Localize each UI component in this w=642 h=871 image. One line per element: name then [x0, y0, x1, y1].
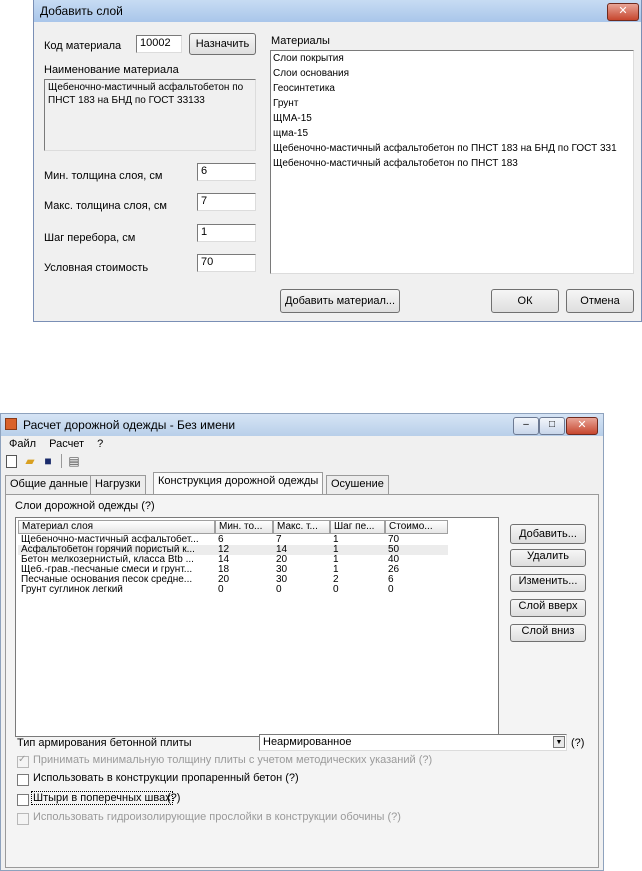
- window-title-bar: [1, 414, 603, 436]
- toolbar-divider: [61, 454, 62, 468]
- cell-min: 14: [218, 555, 230, 565]
- maximize-button[interactable]: □: [539, 417, 565, 435]
- dowels-checkbox[interactable]: [17, 794, 29, 806]
- menu-help[interactable]: ?: [97, 438, 104, 450]
- cell-material: Щебеночно-мастичный асфальтобет...: [21, 535, 199, 545]
- dialog-title: Добавить слой: [40, 4, 123, 18]
- waterproofing-checkbox-label: Использовать гидроизолирующие прослойки в конструкции обочины (?): [33, 811, 401, 823]
- cost-input[interactable]: 70: [197, 254, 256, 272]
- col-min[interactable]: Мин. то...: [215, 520, 273, 534]
- list-item[interactable]: Грунт: [273, 98, 299, 109]
- list-item[interactable]: Слои основания: [273, 68, 350, 79]
- toolbar: [6, 454, 106, 470]
- table-body: [18, 535, 448, 597]
- cell-cost: 50: [388, 545, 400, 555]
- min-thickness-input[interactable]: 6: [197, 163, 256, 181]
- cell-max: 14: [276, 545, 288, 555]
- menu-file[interactable]: Файл: [9, 438, 37, 450]
- col-step[interactable]: Шаг пе...: [330, 520, 385, 534]
- list-item[interactable]: Слои покрытия: [273, 53, 344, 64]
- edit-layer-button[interactable]: Изменить...: [510, 574, 586, 592]
- material-name-label: Наименование материала: [44, 64, 179, 76]
- tab-drainage[interactable]: Осушение: [326, 475, 389, 495]
- cell-step: 2: [333, 575, 339, 585]
- cell-cost: 26: [388, 565, 400, 575]
- cell-max: 0: [276, 585, 282, 595]
- cell-max: 20: [276, 555, 288, 565]
- layers-label: Слои дорожной одежды (?): [15, 500, 155, 512]
- list-item[interactable]: щма-15: [273, 128, 309, 139]
- reinforcement-help[interactable]: (?): [571, 737, 585, 749]
- material-name-field[interactable]: Щебеночно-мастичный асфальтобетон по ПНСТ 183 на БНД по ГОСТ 33133: [44, 79, 256, 151]
- window-close-button[interactable]: ✕: [566, 417, 598, 435]
- cell-material: Щеб.-грав.-песчаные смеси и грунт...: [21, 565, 193, 575]
- cell-cost: 6: [388, 575, 394, 585]
- col-max[interactable]: Макс. т...: [273, 520, 330, 534]
- app-icon: [5, 418, 17, 430]
- list-item[interactable]: Геосинтетика: [273, 83, 335, 94]
- step-label: Шаг перебора, см: [44, 232, 136, 244]
- table-header: [18, 520, 448, 534]
- tab-construction[interactable]: Конструкция дорожной одежды: [153, 472, 323, 495]
- code-input[interactable]: 10002: [136, 35, 182, 53]
- cell-min: 20: [218, 575, 230, 585]
- cell-max: 30: [276, 575, 288, 585]
- cell-step: 1: [333, 535, 339, 545]
- cell-min: 18: [218, 565, 230, 575]
- table-row[interactable]: [18, 575, 448, 585]
- steamed-concrete-checkbox[interactable]: [17, 774, 29, 786]
- ok-button[interactable]: ОК: [491, 289, 559, 313]
- cell-min: 6: [218, 535, 224, 545]
- cell-material: Песчаные основания песок средне...: [21, 575, 193, 585]
- cell-material: Асфальтобетон горячий пористый к...: [21, 545, 195, 555]
- reinforcement-value: Неармированное: [263, 736, 352, 748]
- open-folder-icon[interactable]: ▰: [25, 454, 35, 468]
- dialog-title-bar: [34, 0, 641, 22]
- add-material-button[interactable]: Добавить материал...: [280, 289, 400, 313]
- cell-step: 1: [333, 545, 339, 555]
- min-thickness-checkbox-label: Принимать минимальную толщину плиты с учетом методических указаний (?): [33, 754, 433, 766]
- delete-layer-button[interactable]: Удалить: [510, 549, 586, 567]
- cell-material: Бетон мелкозернистый, класса Btb ...: [21, 555, 194, 565]
- tab-general[interactable]: Общие данные: [5, 475, 93, 495]
- table-row[interactable]: [18, 545, 448, 555]
- dialog-close-button[interactable]: ✕: [607, 3, 639, 21]
- layers-table[interactable]: [15, 517, 499, 737]
- layer-down-button[interactable]: Слой вниз: [510, 624, 586, 642]
- steamed-concrete-checkbox-label[interactable]: Использовать в конструкции пропаренный бетон (?): [33, 772, 299, 784]
- new-file-icon[interactable]: [6, 455, 17, 468]
- add-layer-button[interactable]: Добавить...: [510, 524, 586, 544]
- table-row[interactable]: [18, 565, 448, 575]
- cell-cost: 70: [388, 535, 400, 545]
- list-item[interactable]: Щебеночно-мастичный асфальтобетон по ПНСТ 183 на БНД по ГОСТ 331: [273, 143, 617, 154]
- cell-material: Грунт суглинок легкий: [21, 585, 123, 595]
- cell-min: 12: [218, 545, 230, 555]
- list-item[interactable]: Щебеночно-мастичный асфальтобетон по ПНСТ 183: [273, 158, 518, 169]
- add-layer-dialog: [33, 0, 642, 322]
- cancel-button[interactable]: Отмена: [566, 289, 634, 313]
- cell-step: 0: [333, 585, 339, 595]
- save-disk-icon[interactable]: ■: [44, 454, 52, 468]
- menu-bar: [9, 438, 113, 450]
- col-material[interactable]: Материал слоя: [18, 520, 215, 534]
- max-thickness-input[interactable]: 7: [197, 193, 256, 211]
- cell-cost: 40: [388, 555, 400, 565]
- dowels-help[interactable]: (?): [167, 792, 181, 804]
- window-title: Расчет дорожной одежды - Без имени: [23, 418, 236, 432]
- menu-calc[interactable]: Расчет: [49, 438, 85, 450]
- materials-list[interactable]: [270, 50, 634, 274]
- minimize-button[interactable]: –: [513, 417, 539, 435]
- reinforcement-label: Тип армирования бетонной плиты: [17, 737, 192, 749]
- min-thickness-label: Мин. толщина слоя, см: [44, 170, 163, 182]
- cost-label: Условная стоимость: [44, 262, 149, 274]
- table-row[interactable]: [18, 555, 448, 565]
- col-cost[interactable]: Стоимо...: [385, 520, 448, 534]
- list-item[interactable]: ЩМА-15: [273, 113, 312, 124]
- assign-button[interactable]: Назначить: [189, 33, 256, 55]
- max-thickness-label: Макс. толщина слоя, см: [44, 200, 167, 212]
- dowels-checkbox-label[interactable]: Штыри в поперечных швах: [33, 792, 171, 804]
- table-row[interactable]: [18, 585, 448, 595]
- table-row[interactable]: [18, 535, 448, 545]
- cell-min: 0: [218, 585, 224, 595]
- layer-up-button[interactable]: Слой вверх: [510, 599, 586, 617]
- report-icon[interactable]: ▤: [68, 454, 80, 468]
- reinforcement-select[interactable]: [259, 734, 567, 751]
- cell-max: 7: [276, 535, 282, 545]
- main-window: [0, 413, 604, 871]
- cell-cost: 0: [388, 585, 394, 595]
- tab-strip: [5, 475, 601, 496]
- tab-loads[interactable]: Нагрузки: [90, 475, 146, 495]
- step-input[interactable]: 1: [197, 224, 256, 242]
- code-label: Код материала: [44, 40, 122, 52]
- min-thickness-checkbox: [17, 756, 29, 768]
- cell-step: 1: [333, 565, 339, 575]
- waterproofing-checkbox: [17, 813, 29, 825]
- materials-label: Материалы: [271, 35, 330, 47]
- cell-max: 30: [276, 565, 288, 575]
- chevron-down-icon[interactable]: ▼: [553, 736, 565, 748]
- cell-step: 1: [333, 555, 339, 565]
